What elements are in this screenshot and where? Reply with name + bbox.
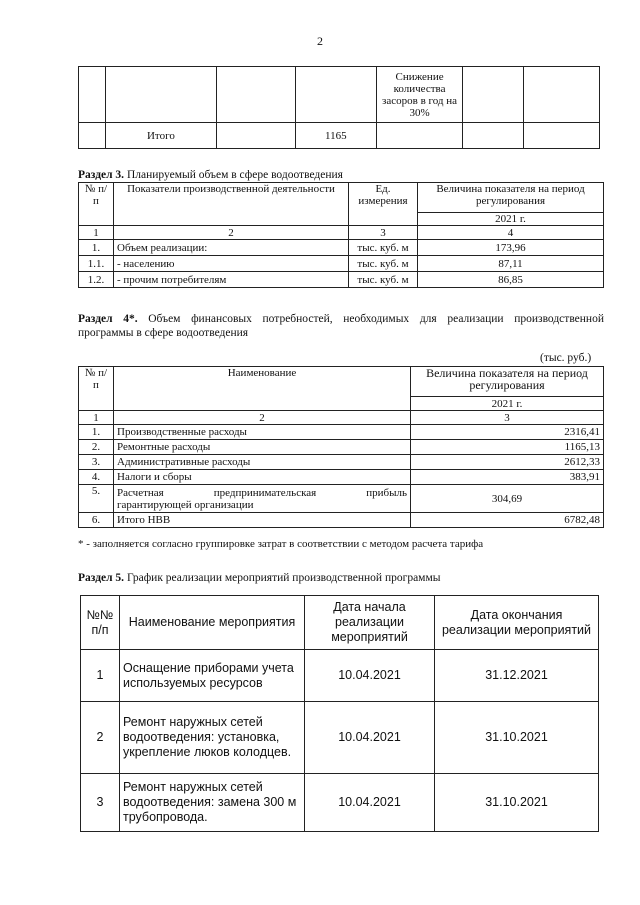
- table-row-start: 10.04.2021: [305, 650, 435, 702]
- table-row-num: 2: [81, 702, 120, 774]
- s5-header-num: №№ п/п: [81, 596, 120, 650]
- table-row-name: Ремонтные расходы: [114, 440, 411, 455]
- section4-title-rest: Объем финансовых потребностей, необходимых для реализации производственной: [148, 313, 604, 325]
- section4-title-bold: Раздел 4*.: [78, 313, 138, 325]
- total-value: 1165: [295, 123, 376, 149]
- s3-colnum: 2: [114, 226, 349, 240]
- table-row-value: 2612,33: [411, 455, 604, 470]
- table-row-num: 2.: [79, 440, 114, 455]
- section5-title: [78, 572, 440, 585]
- table-row-name: Производственные расходы: [114, 425, 411, 440]
- section4-title-line2: программы в сфере водоотведения: [78, 327, 249, 339]
- table-row-name: Ремонт наружных сетей водоотведения: установка, укрепление люков колодцев.: [120, 702, 305, 774]
- table-row-start: 10.04.2021: [305, 774, 435, 832]
- table-row-value: 1165,13: [411, 440, 604, 455]
- table-row-num: 4.: [79, 470, 114, 485]
- table-row-num: 1: [81, 650, 120, 702]
- s3-colnum: 1: [79, 226, 114, 240]
- s5-header-start: Дата начала реализации мероприятий: [305, 596, 435, 650]
- table-row-value: 173,96: [418, 240, 604, 256]
- s4-header-year: 2021 г.: [411, 397, 604, 411]
- s4-colnum: 2: [114, 411, 411, 425]
- table-row-end: 31.10.2021: [435, 702, 599, 774]
- table-row-num: 3.: [79, 455, 114, 470]
- table-row-name: Оснащение приборами учета используемых ресурсов: [120, 650, 305, 702]
- section3-title-rest: Планируемый объем в сфере водоотведения: [126, 169, 343, 181]
- table-row-name: - населению: [114, 256, 349, 272]
- page-number: 2: [317, 34, 323, 48]
- table-row-end: 31.12.2021: [435, 650, 599, 702]
- table-row-value: 2316,41: [411, 425, 604, 440]
- profit-line1: Расчетная предпринимательская прибыль: [117, 486, 407, 499]
- table-row-name: Ремонт наружных сетей водоотведения: замена 300 м трубопровода.: [120, 774, 305, 832]
- table-row-unit: тыс. куб. м: [349, 256, 418, 272]
- s3-header-indicator: Показатели производственной деятельности: [114, 183, 349, 226]
- reduction-text: Снижение количества засоров в год на 30%: [376, 67, 462, 123]
- table-row-num: 1.2.: [79, 272, 114, 288]
- s5-header-name: Наименование мероприятия: [120, 596, 305, 650]
- table-row-value: 304,69: [411, 485, 604, 513]
- s3-header-unit: Ед. измерения: [349, 183, 418, 226]
- s3-header-num: № п/п: [79, 183, 114, 226]
- s3-colnum: 4: [418, 226, 604, 240]
- section4-title: [78, 313, 604, 326]
- table-row-num: 1.: [79, 425, 114, 440]
- table-row-value: 86,85: [418, 272, 604, 288]
- table-row-name: Налоги и сборы: [114, 470, 411, 485]
- table-row-unit: тыс. куб. м: [349, 272, 418, 288]
- footnote: * - заполняется согласно группировке затрат в соответствии с методом расчета тарифа: [78, 538, 484, 550]
- table-row-name: Итого НВВ: [114, 513, 411, 528]
- table-row-num: 6.: [79, 513, 114, 528]
- s4-header-num: № п/п: [79, 367, 114, 411]
- units-note: (тыс. руб.): [540, 352, 592, 364]
- section5-table: [80, 595, 599, 832]
- table-row-name: Объем реализации:: [114, 240, 349, 256]
- s3-header-value: Величина показателя на период регулирования: [418, 183, 604, 213]
- total-label: Итого: [105, 123, 217, 149]
- s4-colnum: 3: [411, 411, 604, 425]
- table-row-value: 383,91: [411, 470, 604, 485]
- table-row-num: 3: [81, 774, 120, 832]
- table-row-name: [114, 485, 411, 513]
- table-row-name: - прочим потребителям: [114, 272, 349, 288]
- s3-colnum: 3: [349, 226, 418, 240]
- section5-title-bold: Раздел 5.: [78, 572, 125, 584]
- table-row-end: 31.10.2021: [435, 774, 599, 832]
- top-table: [78, 66, 600, 149]
- section3-title-bold: Раздел 3.: [78, 169, 125, 181]
- table-row-value: 87,11: [418, 256, 604, 272]
- s4-header-name: Наименование: [114, 367, 411, 411]
- table-row-num: 1.: [79, 240, 114, 256]
- s4-header-value: Величина показателя на период регулирования: [411, 367, 604, 397]
- s3-header-year: 2021 г.: [418, 213, 604, 226]
- profit-line2: гарантирующей организации: [117, 498, 254, 511]
- s4-colnum: 1: [79, 411, 114, 425]
- section5-title-rest: График реализации мероприятий производственной программы: [126, 572, 441, 584]
- table-row-num: 1.1.: [79, 256, 114, 272]
- table-row-start: 10.04.2021: [305, 702, 435, 774]
- section3-title: [78, 169, 343, 182]
- s5-header-end: Дата окончания реализации мероприятий: [435, 596, 599, 650]
- table-row-value: 6782,48: [411, 513, 604, 528]
- section3-table: [78, 182, 604, 288]
- section4-table: [78, 366, 604, 528]
- table-row-num: 5.: [79, 485, 114, 513]
- table-row-unit: тыс. куб. м: [349, 240, 418, 256]
- table-row-name: Административные расходы: [114, 455, 411, 470]
